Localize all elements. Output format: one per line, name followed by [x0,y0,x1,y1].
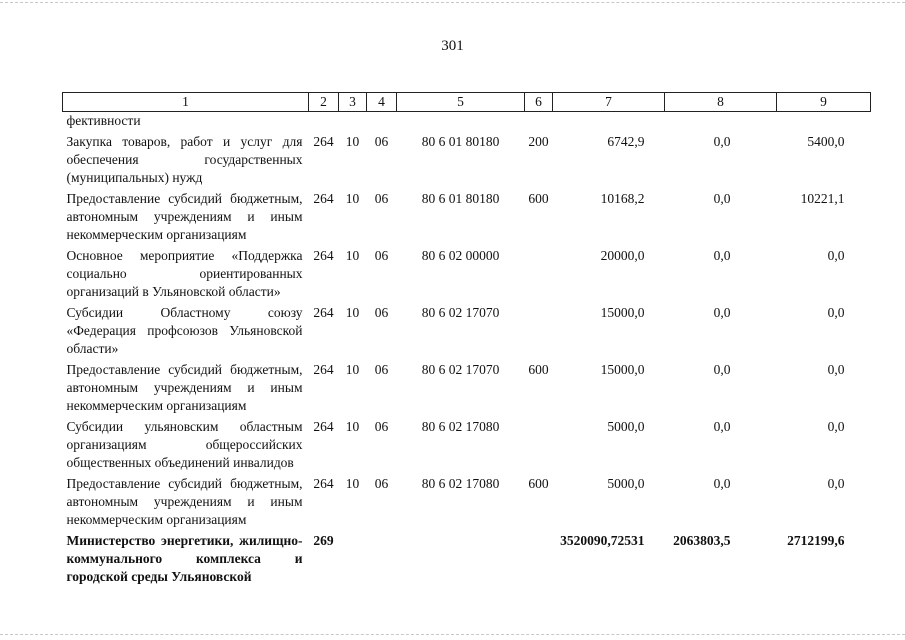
column-header: 1 [63,93,309,112]
subsection-cell: 06 [374,419,389,434]
admin-code-cell: 264 [313,134,334,149]
expense-type-cell: 600 [528,362,549,377]
amount-col8-cell: 0,0 [713,134,731,149]
row-name-cell: Закупка товаров, работ и услуг для обеспечения государственных (муниципальных) нужд [66,134,303,185]
table-row [63,112,871,134]
table-row [63,418,871,475]
table-row [63,304,871,361]
section-cell [339,112,367,134]
amount-col9-cell: 0,0 [827,248,845,263]
row-name-cell: Предоставление субсидий бюджетным, автономным учреждениям и иным некоммерческим организациям [66,191,303,242]
amount-col7-cell: 20000,0 [600,248,645,263]
expense-type-cell: 600 [528,191,549,206]
amount-col8-cell: 0,0 [713,305,731,320]
budget-table [62,92,871,589]
amount-col8-cell: 0,0 [713,191,731,206]
admin-code-cell: 264 [313,476,334,491]
subsection-cell: 06 [374,362,389,377]
row-name-cell: Предоставление субсидий бюджетным, автономным учреждениям и иным некоммерческим организациям [66,476,303,527]
admin-code-cell: 264 [313,191,334,206]
column-number-header-row [63,93,871,112]
target-article-cell: 80 6 02 00000 [421,248,500,263]
page-number: 301 [441,38,464,54]
amount-col7-cell: 5000,0 [607,476,645,491]
amount-col8-cell: 2063803,5 [673,533,731,548]
subsection-cell [367,112,397,134]
amount-col9-cell: 2712199,6 [787,533,845,548]
target-article-cell [397,112,525,134]
expense-type-cell: 200 [528,134,549,149]
row-name-cell: Предоставление субсидий бюджетным, автономным учреждениям и иным некоммерческим организациям [66,362,303,413]
amount-col9-cell: 0,0 [827,476,845,491]
subsection-cell: 06 [374,134,389,149]
table-row [63,133,871,190]
target-article-cell: 80 6 02 17070 [421,305,500,320]
column-header: 6 [525,93,553,112]
target-article-cell: 80 6 02 17070 [421,362,500,377]
table-row [63,361,871,418]
section-cell [339,532,367,589]
section-cell: 10 [345,248,360,263]
amount-col7-cell: 3520090,72531 [560,533,645,548]
amount-col9-cell: 0,0 [827,419,845,434]
column-header: 3 [339,93,367,112]
amount-col7-cell: 6742,9 [607,134,645,149]
amount-col7-cell: 15000,0 [600,362,645,377]
amount-col7-cell [553,112,665,134]
row-name-cell: Министерство энергетики, жилищно-коммунального комплекса и городской среды Ульяновской [66,533,303,584]
table-row [63,475,871,532]
amount-col8-cell: 0,0 [713,248,731,263]
subsection-cell [367,532,397,589]
column-header: 4 [367,93,397,112]
expense-type-cell [525,247,553,304]
target-article-cell: 80 6 01 80180 [421,191,500,206]
scan-edge-top [0,2,905,3]
target-article-cell [397,532,525,589]
row-name-cell: Субсидии Областному союзу «Федерация профсоюзов Ульяновской области» [66,305,303,356]
column-header: 2 [309,93,339,112]
admin-code-cell: 264 [313,248,334,263]
amount-col8-cell: 0,0 [713,362,731,377]
expense-type-cell [525,532,553,589]
amount-col8-cell [665,112,777,134]
subsection-cell: 06 [374,191,389,206]
column-header: 7 [553,93,665,112]
table-row [63,247,871,304]
admin-code-cell: 269 [313,533,334,548]
admin-code-cell: 264 [313,419,334,434]
section-cell: 10 [345,419,360,434]
amount-col9-cell: 0,0 [827,362,845,377]
section-cell: 10 [345,305,360,320]
expense-type-cell [525,304,553,361]
amount-col9-cell [777,112,871,134]
table-row [63,190,871,247]
admin-code-cell: 264 [313,305,334,320]
column-header: 9 [777,93,871,112]
admin-code-cell: 264 [313,362,334,377]
table-row [63,532,871,589]
section-cell: 10 [345,191,360,206]
expense-type-cell [525,418,553,475]
column-header: 8 [665,93,777,112]
expense-type-cell [525,112,553,134]
column-header: 5 [397,93,525,112]
row-name-cell: Субсидии ульяновским областным организациям общероссийских общественных объединений инвалидов [66,419,303,470]
amount-col7-cell: 15000,0 [600,305,645,320]
amount-col9-cell: 5400,0 [807,134,845,149]
amount-col7-cell: 5000,0 [607,419,645,434]
amount-col8-cell: 0,0 [713,476,731,491]
row-name-cell: Основное мероприятие «Поддержка социально ориентированных организаций в Ульяновской области» [66,248,303,299]
expense-type-cell: 600 [528,476,549,491]
section-cell: 10 [345,362,360,377]
subsection-cell: 06 [374,476,389,491]
admin-code-cell [309,112,339,134]
amount-col9-cell: 0,0 [827,305,845,320]
scan-edge-bottom [0,634,905,635]
row-name-cell: фективности [66,113,141,128]
target-article-cell: 80 6 02 17080 [421,419,500,434]
amount-col7-cell: 10168,2 [600,191,645,206]
section-cell: 10 [345,476,360,491]
subsection-cell: 06 [374,248,389,263]
section-cell: 10 [345,134,360,149]
amount-col8-cell: 0,0 [713,419,731,434]
amount-col9-cell: 10221,1 [800,191,845,206]
subsection-cell: 06 [374,305,389,320]
target-article-cell: 80 6 02 17080 [421,476,500,491]
target-article-cell: 80 6 01 80180 [421,134,500,149]
